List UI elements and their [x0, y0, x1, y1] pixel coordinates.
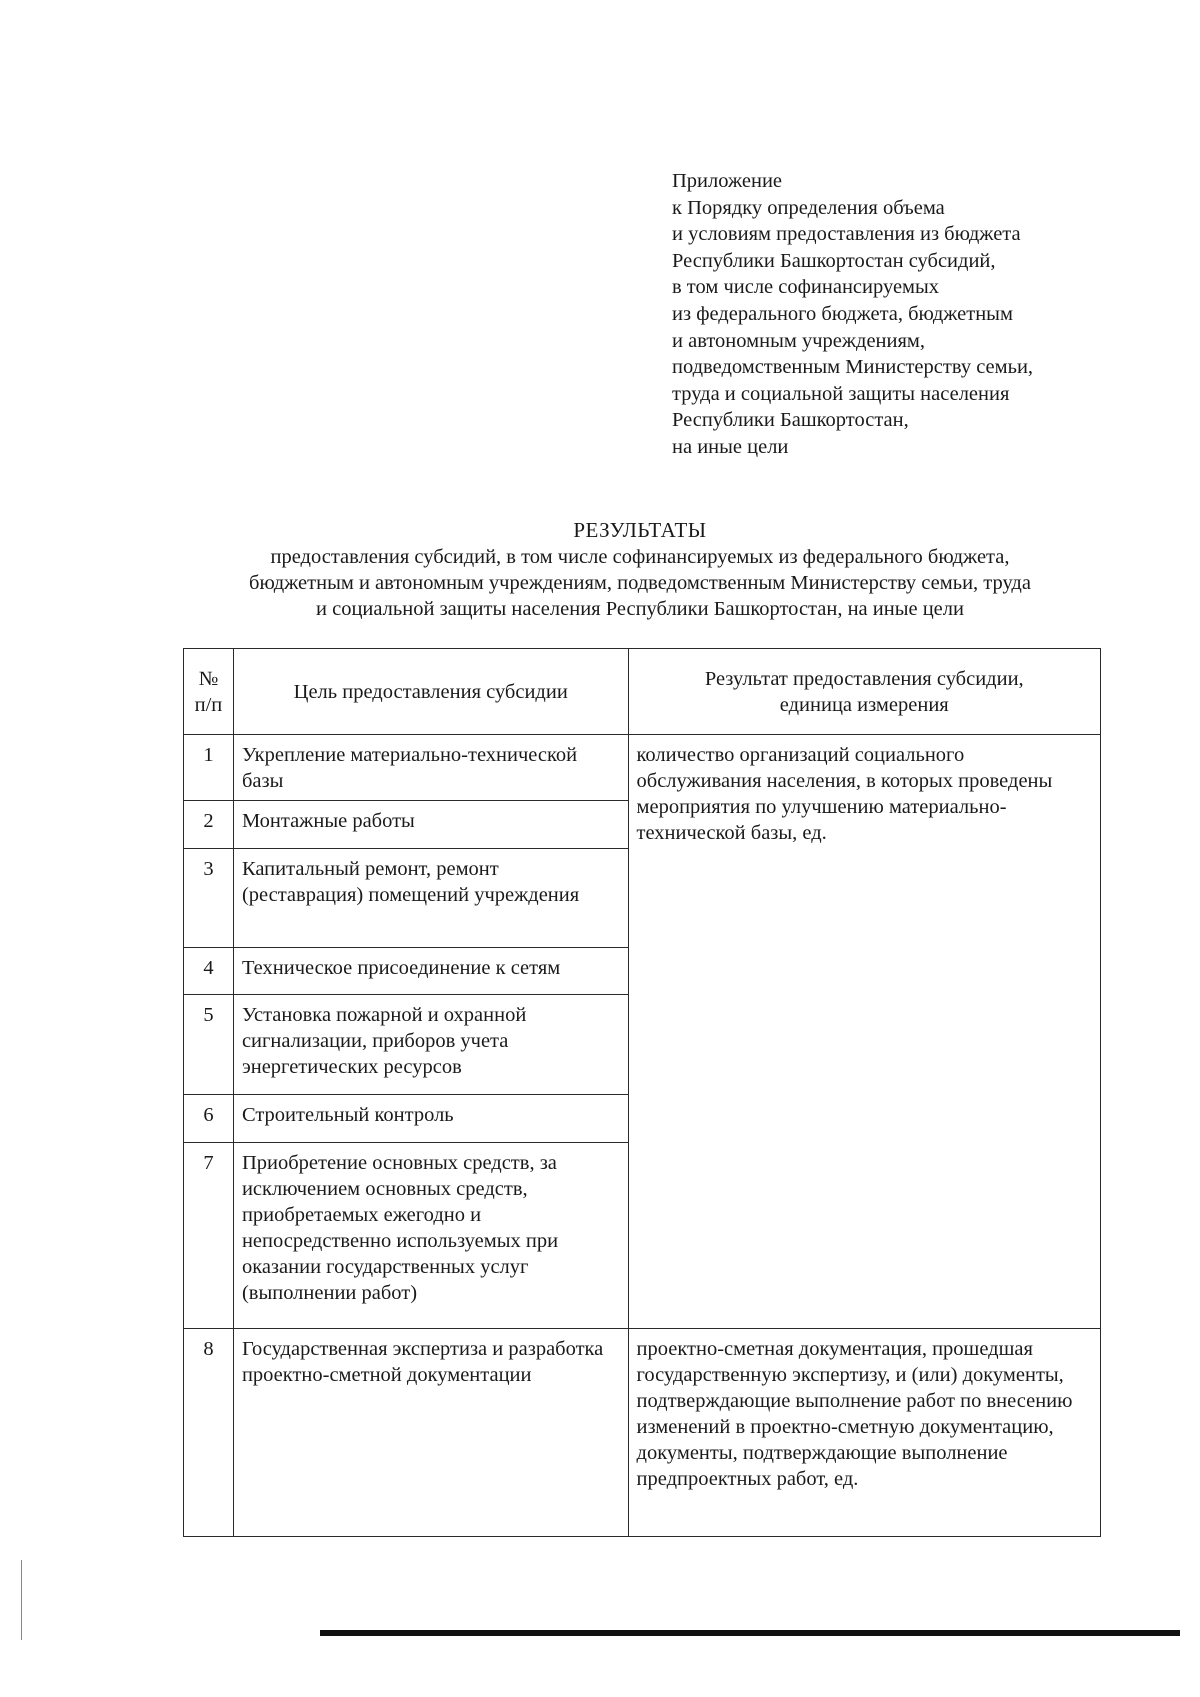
scan-bottom-rule [320, 1630, 1180, 1636]
header-number-symbol: № [198, 667, 219, 690]
appendix-line: труда и социальной защиты населения [672, 382, 1010, 405]
row-goal: Капитальный ремонт, ремонт (реставрация) помещений учреждения [233, 849, 628, 948]
row-goal: Техническое присоединение к сетям [233, 948, 628, 995]
row-goal: Строительный контроль [233, 1095, 628, 1143]
row-goal: Государственная экспертиза и разработка проектно-сметной документации [233, 1329, 628, 1537]
header-result-line: Результат предоставления субсидии, [704, 667, 1024, 690]
row-result: проектно-сметная документация, прошедшая государственную экспертизу, и (или) документы, подтверждающие выполнение работ по внесению изменений в проектно-сметную документацию, документы, подтверждающие выполнение предпроектных работ, ед. [628, 1329, 1100, 1537]
appendix-line: из федерального бюджета, бюджетным [672, 302, 1013, 325]
row-result-merged: количество организаций социального обслуживания населения, в которых проведены мероприятия по улучшению материально-технической базы, ед. [628, 735, 1100, 1329]
appendix-line: и автономным учреждениям, [672, 329, 926, 352]
appendix-line: и условиям предоставления из бюджета [672, 223, 1021, 246]
row-number: 5 [184, 995, 234, 1095]
row-number: 3 [184, 849, 234, 948]
row-goal: Укрепление материально-технической базы [233, 735, 628, 801]
appendix-line: подведомственным Министерству семьи, [672, 356, 1034, 379]
row-number: 2 [184, 801, 234, 849]
appendix-line: в том числе софинансируемых [672, 276, 940, 299]
row-number: 1 [184, 735, 234, 801]
appendix-line: Республики Башкортостан субсидий, [672, 249, 996, 272]
row-goal: Монтажные работы [233, 801, 628, 849]
appendix-line: на иные цели [672, 435, 789, 458]
table-row [184, 1329, 1101, 1537]
row-goal: Приобретение основных средств, за исключением основных средств, приобретаемых ежегодно и непосредственно используемых при оказании государственных услуг (выполнении работ) [233, 1143, 628, 1329]
table-row [184, 735, 1101, 801]
subtitle-line: предоставления субсидий, в том числе софинансируемых из федерального бюджета, [270, 546, 1010, 568]
table-header-row [184, 649, 1101, 735]
header-result [628, 649, 1100, 735]
row-number: 7 [184, 1143, 234, 1329]
header-number-abbr: п/п [194, 693, 223, 716]
appendix-line: Республики Башкортостан, [672, 409, 909, 432]
results-table [183, 648, 1101, 1537]
row-number: 6 [184, 1095, 234, 1143]
subtitle-line: бюджетным и автономным учреждениям, подведомственным Министерству семьи, труда [249, 572, 1031, 594]
subtitle-line: и социальной защиты населения Республики Башкортостан, на иные цели [316, 598, 964, 620]
header-number [184, 649, 234, 735]
appendix-line: к Порядку определения объема [672, 196, 945, 219]
row-number: 4 [184, 948, 234, 995]
document-title: РЕЗУЛЬТАТЫ [573, 518, 707, 542]
row-goal: Установка пожарной и охранной сигнализации, приборов учета энергетических ресурсов [233, 995, 628, 1095]
scan-margin-mark [21, 1560, 22, 1640]
appendix-line: Приложение [672, 170, 783, 192]
document-subtitle [180, 544, 1100, 622]
appendix-block [672, 168, 1033, 461]
header-result-line: единица измерения [779, 693, 949, 716]
row-number: 8 [184, 1329, 234, 1537]
header-goal: Цель предоставления субсидии [233, 649, 628, 735]
